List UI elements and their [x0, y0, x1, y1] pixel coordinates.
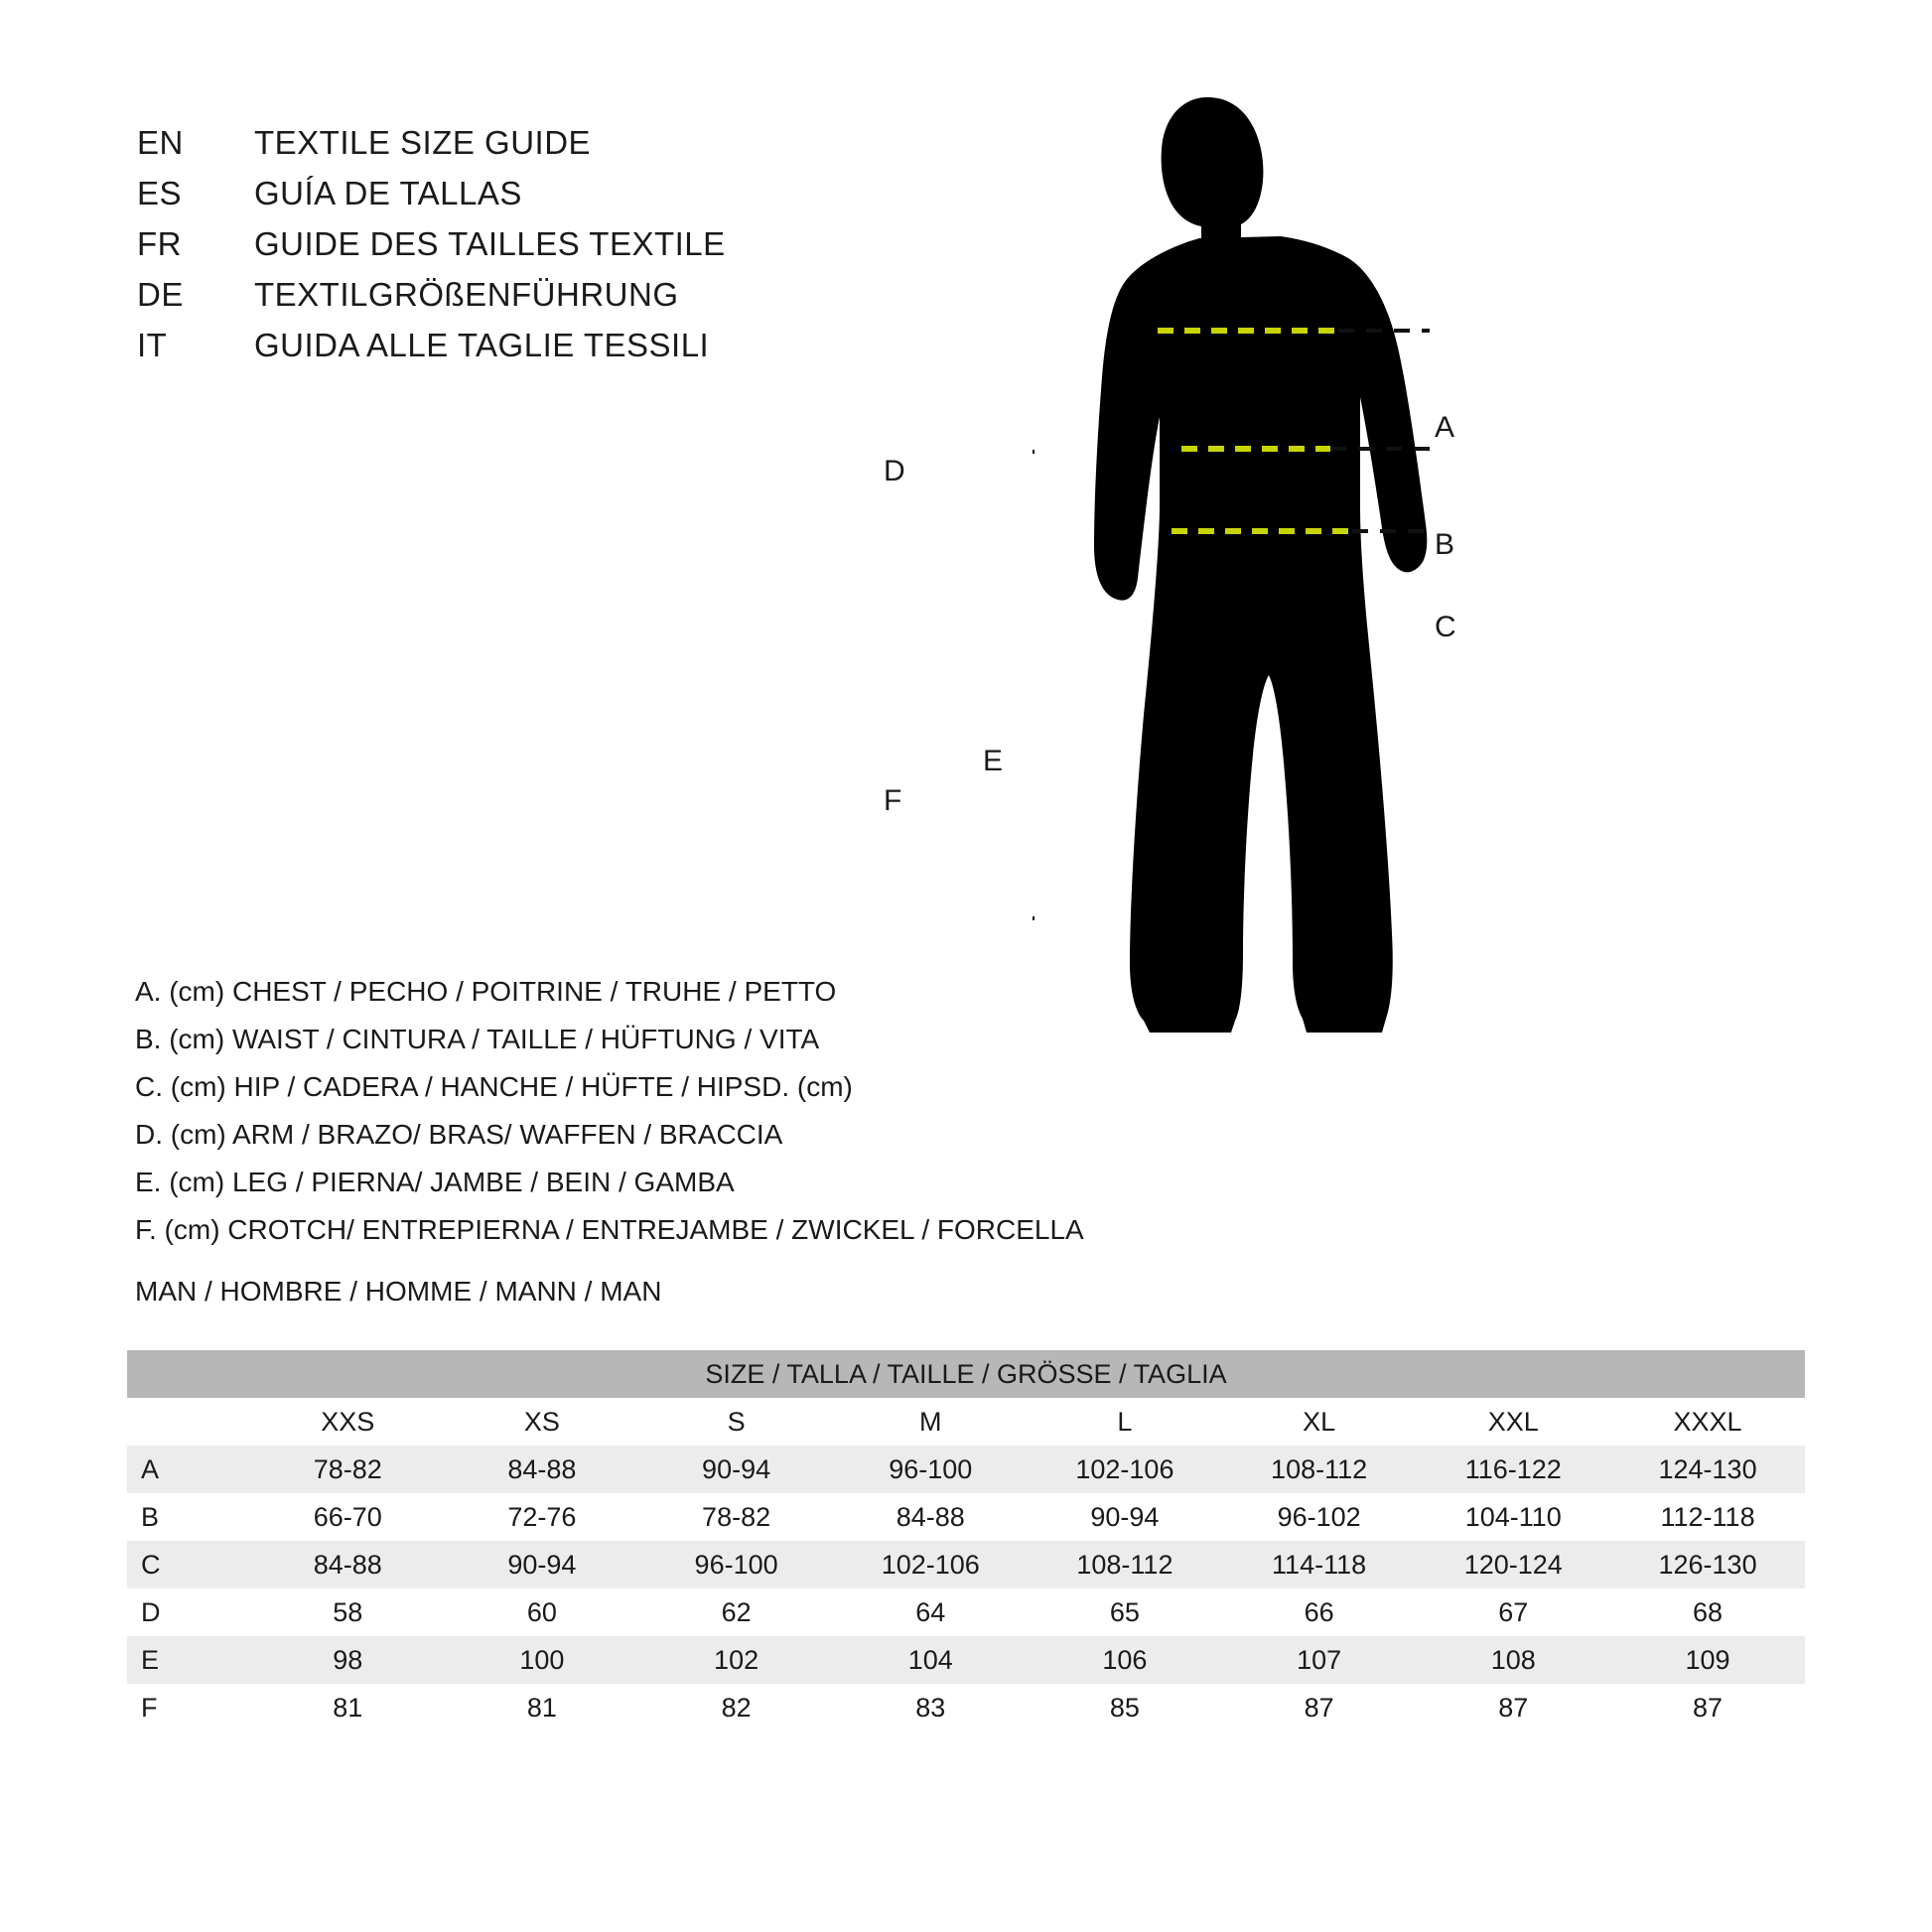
cell-e-xxl: 108	[1416, 1636, 1610, 1684]
cell-b-xxs: 66-70	[250, 1493, 445, 1541]
table-row	[127, 1446, 1805, 1493]
cell-a-m: 96-100	[833, 1446, 1028, 1493]
row-label-f: F	[127, 1684, 250, 1731]
cell-a-xxs: 78-82	[250, 1446, 445, 1493]
label-e: E	[983, 745, 1004, 777]
cell-b-xxl: 104-110	[1416, 1493, 1610, 1541]
cell-e-m: 104	[833, 1636, 1028, 1684]
language-title: GUIDE DES TAILLES TEXTILE	[254, 225, 726, 262]
size-table	[127, 1350, 1805, 1731]
table-row	[127, 1684, 1805, 1731]
language-title: TEXTILE SIZE GUIDE	[254, 124, 592, 161]
label-d: D	[884, 455, 905, 487]
cell-c-s: 96-100	[639, 1541, 834, 1588]
legend-row-b: B. (cm) WAIST / CINTURA / TAILLE / HÜFTUNG / VITA	[135, 1024, 820, 1054]
legend-row-f: F. (cm) CROTCH/ ENTREPIERNA / ENTREJAMBE / ZWICKEL / FORCELLA	[135, 1214, 1084, 1245]
cell-c-xxxl: 126-130	[1610, 1541, 1805, 1588]
size-header-xxl: XXL	[1416, 1398, 1610, 1446]
cell-d-s: 62	[639, 1588, 834, 1636]
language-row	[137, 225, 726, 276]
cell-d-xxs: 58	[250, 1588, 445, 1636]
cell-c-xxl: 120-124	[1416, 1541, 1610, 1588]
cell-e-xs: 100	[445, 1636, 639, 1684]
cell-e-xl: 107	[1222, 1636, 1417, 1684]
label-c: C	[1435, 611, 1456, 643]
cell-b-m: 84-88	[833, 1493, 1028, 1541]
cell-d-l: 65	[1028, 1588, 1222, 1636]
corner-cell	[127, 1398, 250, 1446]
language-title: GUIDA ALLE TAGLIE TESSILI	[254, 327, 710, 363]
size-header-l: L	[1028, 1398, 1222, 1446]
table-row	[127, 1636, 1805, 1684]
table-band-header	[127, 1350, 1805, 1398]
cell-a-xxxl: 124-130	[1610, 1446, 1805, 1493]
silhouette-svg	[1033, 79, 1886, 1221]
cell-a-xl: 108-112	[1222, 1446, 1417, 1493]
language-title: TEXTILGRÖßENFÜHRUNG	[254, 276, 679, 313]
language-code: EN	[137, 124, 184, 161]
cell-d-xs: 60	[445, 1588, 639, 1636]
label-f: F	[884, 784, 902, 817]
leg-dimension-bracket	[1033, 452, 1036, 918]
cell-b-xl: 96-102	[1222, 1493, 1417, 1541]
cell-f-l: 85	[1028, 1684, 1222, 1731]
cell-f-xxs: 81	[250, 1684, 445, 1731]
cell-f-s: 82	[639, 1684, 834, 1731]
table-row	[127, 1588, 1805, 1636]
cell-e-xxs: 98	[250, 1636, 445, 1684]
language-code: ES	[137, 175, 183, 211]
measurement-legend	[135, 968, 1084, 1254]
size-header-xxs: XXS	[250, 1398, 445, 1446]
language-code: DE	[137, 276, 184, 313]
row-label-d: D	[127, 1588, 250, 1636]
cell-f-xl: 87	[1222, 1684, 1417, 1731]
cell-f-xs: 81	[445, 1684, 639, 1731]
size-band-label: SIZE / TALLA / TAILLE / GRÖSSE / TAGLIA	[127, 1350, 1805, 1398]
cell-c-xs: 90-94	[445, 1541, 639, 1588]
row-label-b: B	[127, 1493, 250, 1541]
gender-label: MAN / HOMBRE / HOMME / MANN / MAN	[135, 1276, 662, 1307]
cell-a-l: 102-106	[1028, 1446, 1222, 1493]
language-title: GUÍA DE TALLAS	[254, 175, 522, 211]
row-label-a: A	[127, 1446, 250, 1493]
table-row	[127, 1541, 1805, 1588]
cell-f-m: 83	[833, 1684, 1028, 1731]
language-row	[137, 124, 726, 175]
size-table-wrap	[127, 1350, 1805, 1731]
table-row	[127, 1493, 1805, 1541]
cell-c-xxs: 84-88	[250, 1541, 445, 1588]
cell-e-xxxl: 109	[1610, 1636, 1805, 1684]
cell-e-l: 106	[1028, 1636, 1222, 1684]
row-label-c: C	[127, 1541, 250, 1588]
language-code: IT	[137, 327, 168, 363]
cell-b-xs: 72-76	[445, 1493, 639, 1541]
cell-a-xs: 84-88	[445, 1446, 639, 1493]
language-code: FR	[137, 225, 182, 262]
legend-row-d: D. (cm) ARM / BRAZO/ BRAS/ WAFFEN / BRACCIA	[135, 1119, 783, 1150]
language-row	[137, 175, 726, 225]
size-header-xl: XL	[1222, 1398, 1417, 1446]
legend-row-c: C. (cm) HIP / CADERA / HANCHE / HÜFTE / HIPSD. (cm)	[135, 1071, 853, 1102]
label-b: B	[1435, 528, 1455, 561]
size-header-xxxl: XXXL	[1610, 1398, 1805, 1446]
language-header	[137, 124, 726, 377]
cell-f-xxl: 87	[1416, 1684, 1610, 1731]
legend-row-e: E. (cm) LEG / PIERNA/ JAMBE / BEIN / GAMBA	[135, 1167, 735, 1197]
cell-c-l: 108-112	[1028, 1541, 1222, 1588]
cell-b-l: 90-94	[1028, 1493, 1222, 1541]
legend-row-a: A. (cm) CHEST / PECHO / POITRINE / TRUHE / PETTO	[135, 976, 837, 1007]
cell-a-xxl: 116-122	[1416, 1446, 1610, 1493]
cell-d-m: 64	[833, 1588, 1028, 1636]
cell-d-xxl: 67	[1416, 1588, 1610, 1636]
figure-diagram	[884, 79, 1886, 1221]
man-silhouette	[1094, 97, 1427, 1033]
row-label-e: E	[127, 1636, 250, 1684]
cell-c-m: 102-106	[833, 1541, 1028, 1588]
language-row	[137, 327, 726, 377]
cell-d-xxxl: 68	[1610, 1588, 1805, 1636]
cell-e-s: 102	[639, 1636, 834, 1684]
cell-d-xl: 66	[1222, 1588, 1417, 1636]
cell-a-s: 90-94	[639, 1446, 834, 1493]
size-header-xs: XS	[445, 1398, 639, 1446]
language-row	[137, 276, 726, 327]
cell-b-s: 78-82	[639, 1493, 834, 1541]
cell-b-xxxl: 112-118	[1610, 1493, 1805, 1541]
table-size-header-row	[127, 1398, 1805, 1446]
size-header-s: S	[639, 1398, 834, 1446]
label-a: A	[1435, 411, 1455, 444]
size-header-m: M	[833, 1398, 1028, 1446]
cell-c-xl: 114-118	[1222, 1541, 1417, 1588]
cell-f-xxxl: 87	[1610, 1684, 1805, 1731]
